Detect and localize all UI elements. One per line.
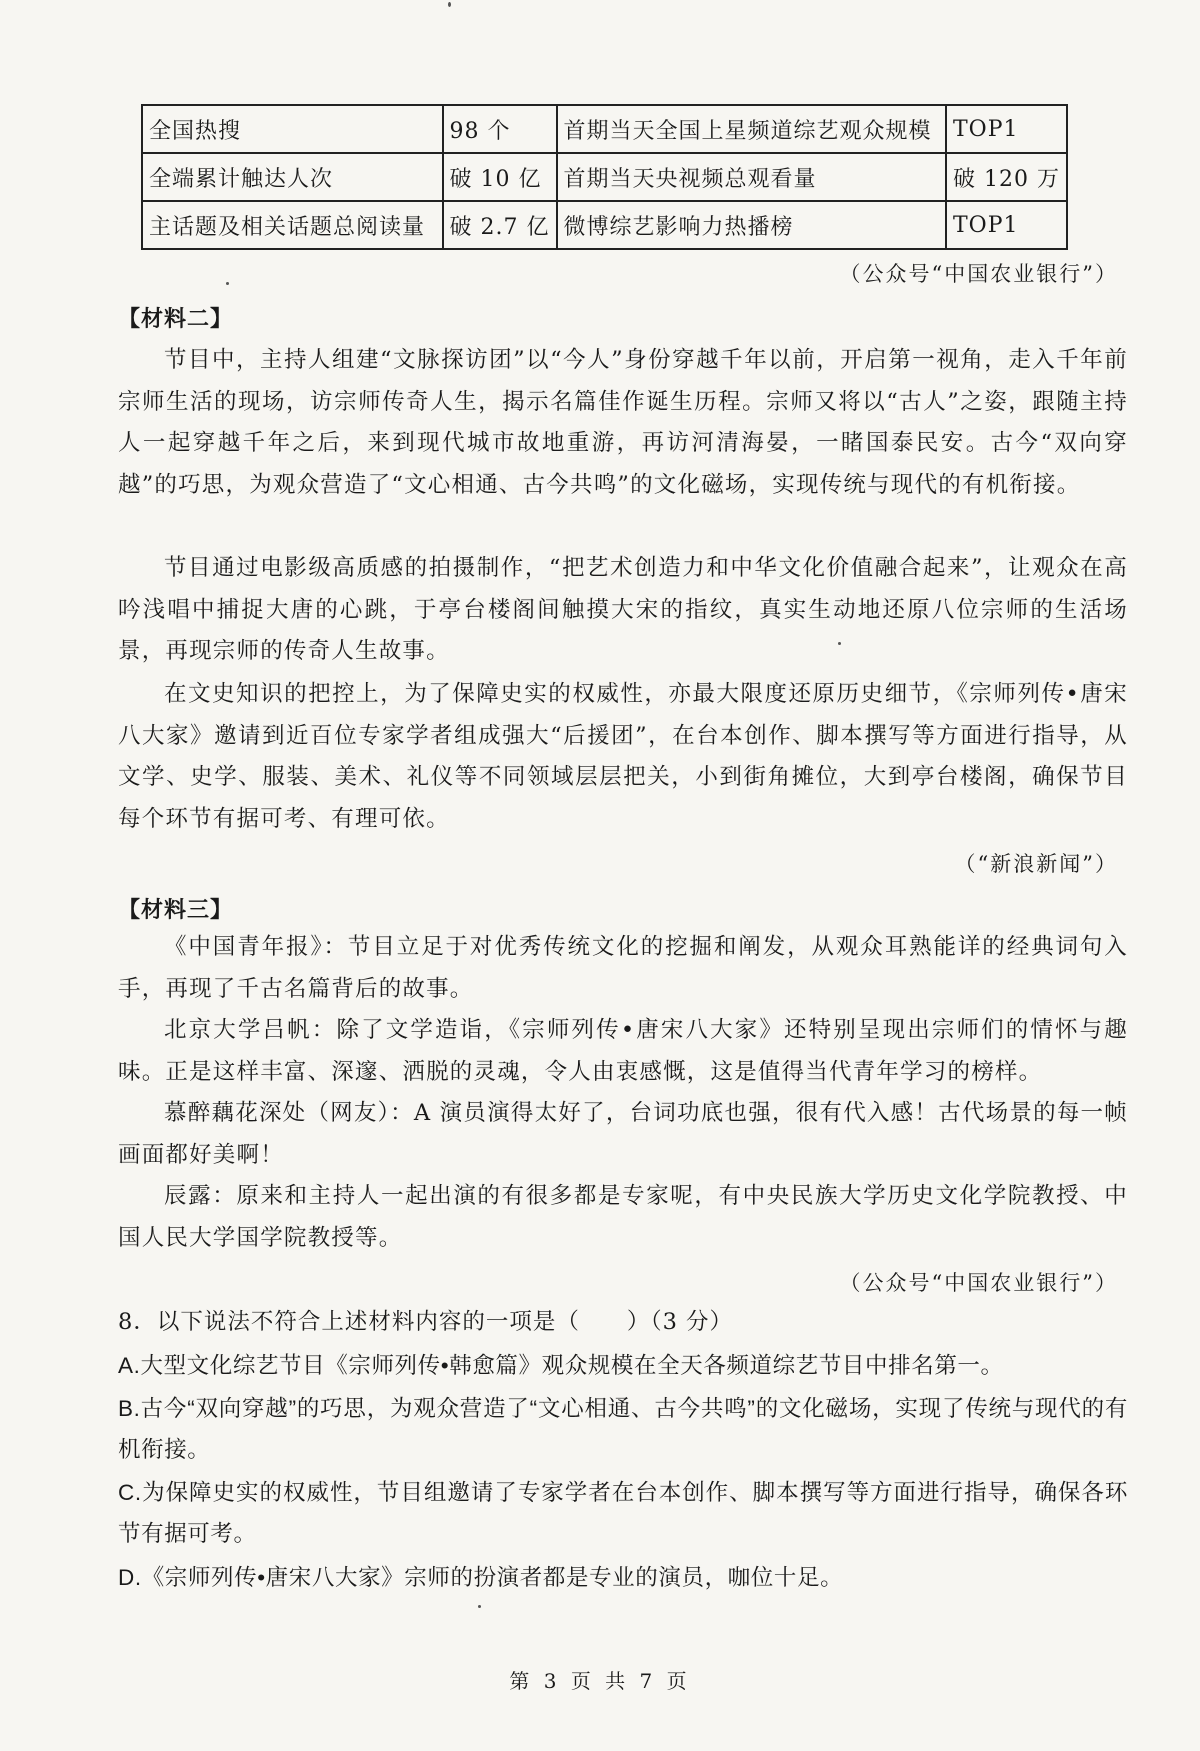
table-cell: TOP1 (946, 201, 1067, 249)
table-cell: 首期当天全国上星频道综艺观众规模 (557, 105, 946, 153)
paragraph: 北京大学吕帆：除了文学造诣，《宗师列传•唐宋八大家》还特别呈现出宗师们的情怀与趣味。正是这样丰富、深邃、洒脱的灵魂，令人由衷感慨，这是值得当代青年学习的榜样。 (118, 1017, 1128, 1085)
source-citation: （公众号“中国农业银行”） (839, 1271, 1118, 1295)
option-a: A.大型文化综艺节目《宗师列传•韩愈篇》观众规模在全天各频道综艺节目中排名第一。 (118, 1353, 1004, 1378)
table-cell: 全国热搜 (142, 105, 443, 153)
section-heading: 【材料三】 (118, 897, 234, 923)
table-row (142, 201, 1067, 249)
section-heading: 【材料二】 (118, 306, 234, 332)
table-cell: 破 2.7 亿 (443, 201, 557, 249)
scan-speck (478, 1605, 481, 1608)
table-cell: 首期当天央视频总观看量 (557, 153, 946, 201)
paragraph: 辰露：原来和主持人一起出演的有很多都是专家呢，有中央民族大学历史文化学院教授、中国人民大学国学院教授等。 (118, 1183, 1128, 1251)
table-cell: 主话题及相关话题总阅读量 (142, 201, 443, 249)
scan-speck (448, 2, 451, 7)
table-cell: TOP1 (946, 105, 1067, 153)
option-c: C.为保障史实的权威性，节目组邀请了专家学者在台本创作、脚本撰写等方面进行指导，确保各环节有据可考。 (118, 1480, 1128, 1546)
paragraph: 《中国青年报》：节目立足于对优秀传统文化的挖掘和阐发，从观众耳熟能详的经典词句入手，再现了千古名篇背后的故事。 (118, 934, 1128, 1002)
paragraph: 在文史知识的把控上，为了保障史实的权威性，亦最大限度还原历史细节，《宗师列传•唐宋八大家》邀请到近百位专家学者组成强大“后援团”，在台本创作、脚本撰写等方面进行指导，从文学、史学、服装、美术、礼仪等不同领域层层把关，小到街角摊位，大到亭台楼阁，确保节目每个环节有据可考、有理可依。 (118, 681, 1128, 832)
table-row (142, 105, 1067, 153)
page-footer: 第 3 页 共 7 页 (509, 1669, 691, 1693)
table-cell: 微博综艺影响力热播榜 (557, 201, 946, 249)
paragraph: 节目中，主持人组建“文脉探访团”以“今人”身份穿越千年以前，开启第一视角，走入千年前宗师生活的现场，访宗师传奇人生，揭示名篇佳作诞生历程。宗师又将以“古人”之姿，跟随主持人一起穿越千年之后，来到现代城市故地重游，再访河清海晏，一睹国泰民安。古今“双向穿越”的巧思，为观众营造了“文心相通、古今共鸣”的文化磁场，实现传统与现代的有机衔接。 (118, 347, 1128, 498)
table-cell: 全端累计触达人次 (142, 153, 443, 201)
table-cell: 破 10 亿 (443, 153, 557, 201)
scan-speck (838, 642, 841, 645)
scan-speck (226, 282, 229, 285)
option-b: B.古今“双向穿越”的巧思，为观众营造了“文心相通、古今共鸣”的文化磁场，实现了传统与现代的有机衔接。 (118, 1396, 1128, 1462)
question-stem: 8．以下说法不符合上述材料内容的一项是（ ）（3 分） (118, 1309, 734, 1335)
source-citation: （公众号“中国农业银行”） (839, 262, 1118, 286)
source-citation: （“新浪新闻”） (954, 852, 1118, 876)
table-cell: 破 120 万 (946, 153, 1067, 201)
stats-table (141, 104, 1068, 250)
paragraph: 节目通过电影级高质感的拍摄制作，“把艺术创造力和中华文化价值融合起来”，让观众在高吟浅唱中捕捉大唐的心跳，于亭台楼阁间触摸大宋的指纹，真实生动地还原八位宗师的生活场景，再现宗师的传奇人生故事。 (118, 555, 1128, 664)
table-row (142, 153, 1067, 201)
table-cell: 98 个 (443, 105, 557, 153)
paragraph: 慕醉藕花深处（网友）：A 演员演得太好了，台词功底也强，很有代入感！古代场景的每一帧画面都好美啊！ (118, 1100, 1128, 1168)
option-d: D.《宗师列传•唐宋八大家》宗师的扮演者都是专业的演员，咖位十足。 (118, 1565, 844, 1590)
